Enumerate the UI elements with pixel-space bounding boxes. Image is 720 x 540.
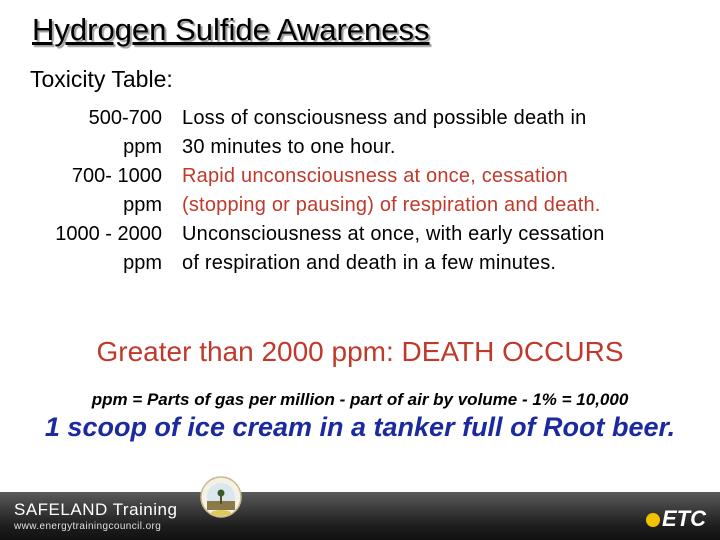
health-effect: Rapid unconsciousness at once, cessation (stopping or pausing) of respiration and death.: [182, 165, 601, 216]
ppm-range: 1000 - 2000 ppm: [55, 223, 162, 274]
ppm-range: 700- 1000 ppm: [71, 165, 162, 216]
toxicity-table-heading: Toxicity Table:: [30, 66, 173, 92]
health-effect: Unconsciousness at once, with early cessation of respiration and death in a few minutes.: [182, 223, 605, 274]
footer-bar: [0, 492, 720, 540]
footer-url: www.energytrainingcouncil.org: [14, 521, 162, 532]
ppm-range: 500-700 ppm: [88, 107, 162, 158]
footer-brand: SAFELAND Training: [14, 500, 178, 519]
ppm-analogy: 1 scoop of ice cream in a tanker full of Root beer.: [44, 412, 676, 442]
death-notice: Greater than 2000 ppm: DEATH OCCURS: [96, 336, 624, 367]
ppm-definition: ppm = Parts of gas per million - part of air by volume - 1% = 10,000: [91, 390, 629, 409]
health-effect: Loss of consciousness and possible death in 30 minutes to one hour.: [182, 107, 587, 158]
etc-logo: ETC: [646, 506, 706, 532]
safeland-seal-icon: [200, 476, 242, 518]
etc-badge-icon: [646, 513, 660, 527]
slide-title: Hydrogen Sulfide Awareness: [32, 12, 430, 47]
